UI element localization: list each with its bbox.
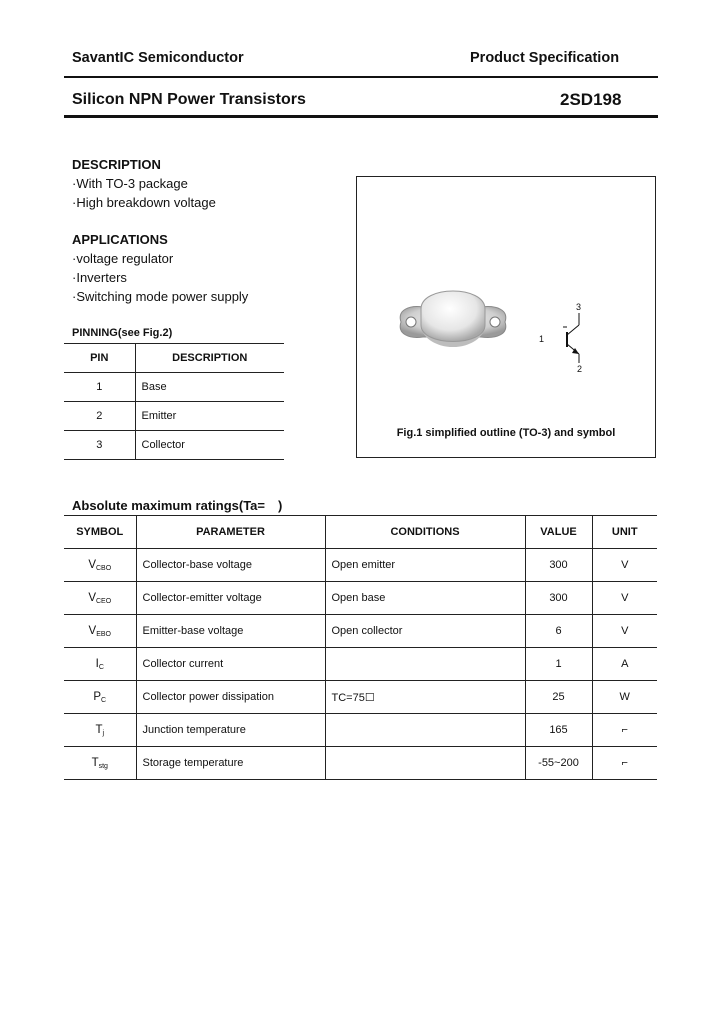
value-cell: -55~200 <box>525 747 592 780</box>
parameter-cell: Storage temperature <box>136 747 325 780</box>
table-row <box>64 648 657 681</box>
symbol-subscript: CEO <box>96 597 112 605</box>
symbol-subscript: j <box>102 729 105 737</box>
table-row <box>64 549 657 582</box>
value-header: VALUE <box>525 516 592 549</box>
pinning-header-row <box>64 344 284 373</box>
pin-number: 3 <box>64 431 135 460</box>
symbol-letter: P <box>93 690 102 703</box>
application-item: ·voltage regulator <box>72 251 174 266</box>
unit-cell: ⌐ <box>592 747 657 780</box>
product-family: Silicon NPN Power Transistors <box>72 91 306 108</box>
parameter-cell: Collector-base voltage <box>136 549 325 582</box>
parameter-header: PARAMETER <box>136 516 325 549</box>
to3-package-illustration <box>357 177 657 417</box>
parameter-cell: Collector power dissipation <box>136 681 325 714</box>
symbol-letter: V <box>88 558 96 571</box>
unit-cell: W <box>592 681 657 714</box>
unit-cell: V <box>592 615 657 648</box>
unit-cell: A <box>592 648 657 681</box>
pin-header: PIN <box>64 344 135 373</box>
pin-number: 1 <box>64 373 135 402</box>
value-cell: 300 <box>525 549 592 582</box>
part-number: 2SD198 <box>560 90 622 109</box>
table-row <box>64 373 284 402</box>
conditions-header: CONDITIONS <box>325 516 525 549</box>
symbol-subscript: CBO <box>96 564 112 572</box>
symbol-letter: I <box>95 657 99 670</box>
applications-title: APPLICATIONS <box>72 232 168 247</box>
application-item: ·Inverters <box>72 270 127 285</box>
symbol-letter: T <box>91 756 99 769</box>
parameter-cell: Collector current <box>136 648 325 681</box>
unit-header: UNIT <box>592 516 657 549</box>
description-item: ·With TO-3 package <box>72 176 188 191</box>
conditions-cell: TC=75☐ <box>325 681 525 714</box>
pin-description-header: DESCRIPTION <box>135 344 284 373</box>
table-row <box>64 747 657 780</box>
figure-caption: Fig.1 simplified outline (TO-3) and symbol <box>396 427 616 439</box>
conditions-cell <box>325 648 525 681</box>
conditions-cell: Open collector <box>325 615 525 648</box>
parameter-cell: Emitter-base voltage <box>136 615 325 648</box>
value-cell: 25 <box>525 681 592 714</box>
symbol-cell <box>64 681 136 714</box>
pin-description: Emitter <box>135 402 284 431</box>
table-row <box>64 714 657 747</box>
symbol-subscript: C <box>101 696 107 704</box>
symbol-letter: V <box>88 624 97 637</box>
symbol-cell <box>64 582 136 615</box>
value-cell: 165 <box>525 714 592 747</box>
symbol-cell <box>64 549 136 582</box>
parameter-cell: Collector-emitter voltage <box>136 582 325 615</box>
ratings-table <box>64 515 657 780</box>
table-row <box>64 431 284 460</box>
conditions-cell: Open base <box>325 582 525 615</box>
header-rule-top <box>64 76 658 78</box>
symbol-pin-collector-label: 3 <box>576 302 582 312</box>
table-row <box>64 402 284 431</box>
value-cell: 300 <box>525 582 592 615</box>
conditions-cell <box>325 747 525 780</box>
symbol-letter: T <box>95 723 103 736</box>
ratings-header-row <box>64 516 657 549</box>
symbol-letter: V <box>88 591 96 604</box>
symbol-pin-emitter-label: 2 <box>577 364 583 374</box>
pinning-table <box>64 343 284 460</box>
symbol-cell <box>64 615 136 648</box>
conditions-cell <box>325 714 525 747</box>
unit-cell: ⌐ <box>592 714 657 747</box>
pinning-title: PINNING(see Fig.2) <box>72 327 173 339</box>
document-type: Product Specification <box>470 50 620 66</box>
symbol-subscript: stg <box>98 762 108 770</box>
symbol-cell <box>64 714 136 747</box>
description-title: DESCRIPTION <box>72 157 161 172</box>
description-item: ·High breakdown voltage <box>72 195 216 210</box>
company-name: SavantIC Semiconductor <box>72 50 244 66</box>
symbol-header: SYMBOL <box>64 516 136 549</box>
symbol-cell <box>64 747 136 780</box>
value-cell: 1 <box>525 648 592 681</box>
application-item: ·Switching mode power supply <box>72 289 249 304</box>
conditions-cell: Open emitter <box>325 549 525 582</box>
parameter-cell: Junction temperature <box>136 714 325 747</box>
unit-cell: V <box>592 582 657 615</box>
symbol-subscript: C <box>98 663 104 671</box>
symbol-pin-base-label: 1 <box>539 334 545 344</box>
table-row <box>64 681 657 714</box>
symbol-subscript: EBO <box>96 630 111 638</box>
header-rule-bottom <box>64 115 658 118</box>
pin-description: Collector <box>135 431 284 460</box>
value-cell: 6 <box>525 615 592 648</box>
table-row <box>64 582 657 615</box>
ratings-title: Absolute maximum ratings(Ta= ) <box>72 498 283 513</box>
pin-description: Base <box>135 373 284 402</box>
pin-number: 2 <box>64 402 135 431</box>
figure-box <box>356 176 656 458</box>
table-row <box>64 615 657 648</box>
unit-cell: V <box>592 549 657 582</box>
symbol-cell <box>64 648 136 681</box>
